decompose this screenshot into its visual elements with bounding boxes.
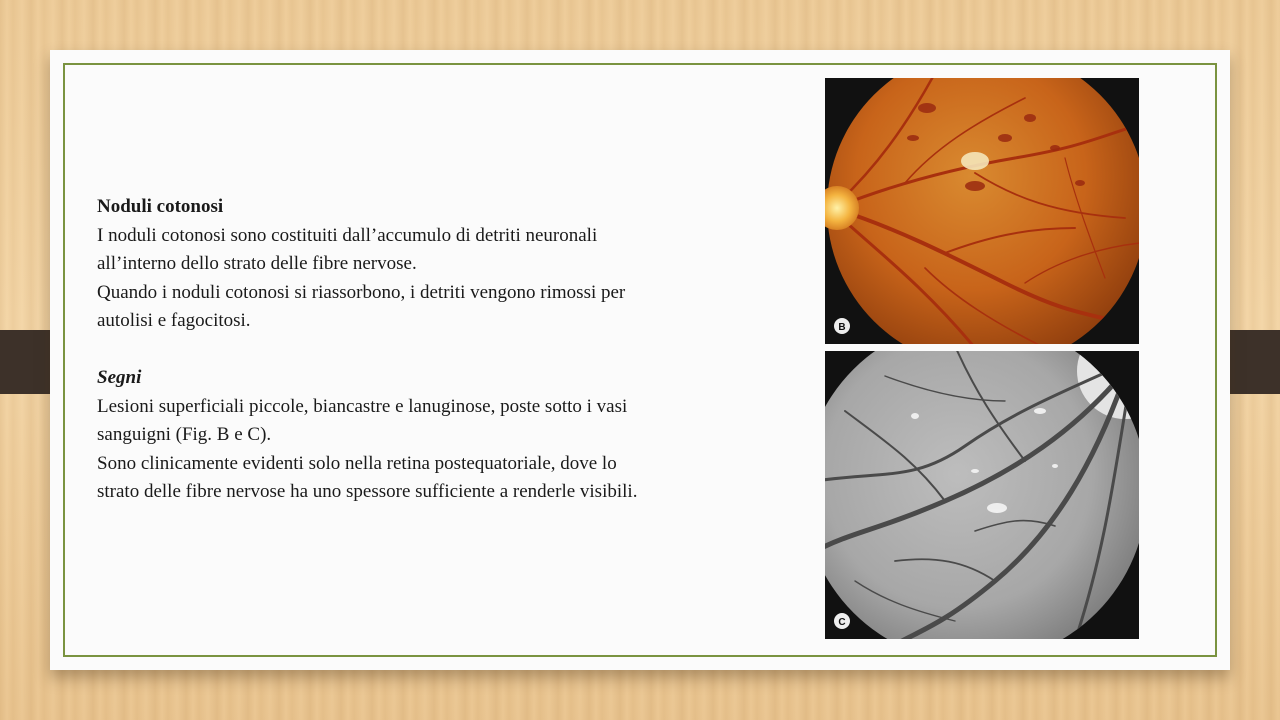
body-line: all’interno dello strato delle fibre nervose. [97, 253, 417, 274]
body-line: I noduli cotonosi sono costituiti dall’accumulo di detriti neuronali [97, 224, 598, 246]
section-title-segni: Segni [97, 367, 142, 388]
figure-label-b: B [838, 322, 846, 333]
body-line: Sono clinicamente evidenti solo nella retina postequatoriale, dove lo [97, 452, 617, 474]
slide-text [97, 193, 787, 507]
fundus-photo-b [825, 78, 1139, 344]
body-line: sanguigni (Fig. B e C). [97, 424, 272, 445]
paragraph-gap [97, 336, 787, 365]
body-line: autolisi e fagocitosi. [97, 310, 251, 331]
section-title-noduli: Noduli cotonosi [97, 196, 224, 217]
figure-label-c: C [838, 617, 846, 628]
body-line: Lesioni superficiali piccole, biancastre e lanuginose, poste sotto i vasi [97, 395, 628, 417]
body-line: strato delle fibre nervose ha uno spessore sufficiente a renderle visibili. [97, 481, 638, 502]
slide-card [50, 50, 1230, 670]
body-line: Quando i noduli cotonosi si riassorbono, i detriti vengono rimossi per [97, 281, 626, 303]
fundus-photo-c [825, 351, 1139, 639]
